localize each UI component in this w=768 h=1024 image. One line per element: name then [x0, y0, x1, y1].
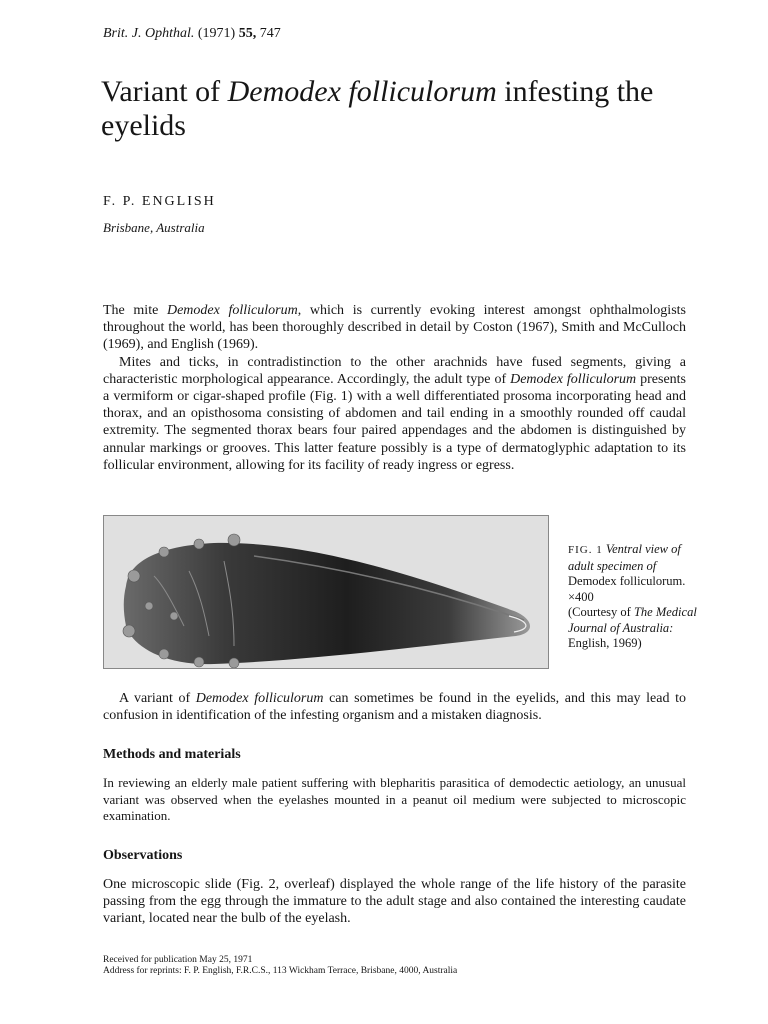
- intro-paragraph-1: [103, 302, 686, 354]
- observations-heading: Observations: [103, 848, 183, 863]
- text-run: English, 1969): [568, 636, 642, 650]
- figure-1-caption: [568, 542, 698, 652]
- figure-1-micrograph: [103, 515, 549, 669]
- text-run: The mite: [103, 303, 167, 318]
- figure-description: Ventral view of adult specimen of: [568, 542, 681, 573]
- journal-abbrev: Brit. J. Ophthal.: [103, 26, 195, 41]
- species-name: Demodex folliculorum: [510, 371, 637, 387]
- author-affiliation: Brisbane, Australia: [103, 220, 205, 235]
- text-run: (Courtesy of: [568, 605, 634, 619]
- species-name: Demodex folliculorum: [166, 303, 298, 318]
- text-run: can sometimes be found in the eyelids, and this may lead to confusion in identification of the infesting organism and a mistaken diagnosis.: [103, 691, 686, 724]
- intro-section: [103, 302, 686, 474]
- figure-label: FIG. 1: [568, 544, 603, 556]
- received-date: Received for publication May 25, 1971: [103, 955, 253, 965]
- methods-heading: Methods and materials: [103, 747, 241, 762]
- intro-paragraph-2: [103, 354, 686, 474]
- figure-magnification: ×400: [568, 589, 594, 604]
- journal-year: (1971): [197, 26, 236, 41]
- title-species: Demodex folliculorum: [227, 75, 497, 108]
- journal-page: 747: [259, 26, 281, 41]
- figure-species: Demodex folliculorum.: [568, 574, 686, 588]
- article-title: [101, 75, 701, 143]
- text-run: Mites and ticks, in contradistinction to the other arachnids have fused segments, giving a characteristic morphological appearance. Accordingly, the adult type of: [103, 354, 686, 387]
- mite-micrograph-image: [104, 516, 548, 668]
- title-part1: Variant of: [101, 75, 228, 108]
- text-run: , which is currently evoking interest amongst ophthalmologists throughout the world, has been thoroughly described in detail by Coston (1967), Smith and McCulloch (1969), and English (1969).: [103, 303, 686, 353]
- observations-paragraph: One microscopic slide (Fig. 2, overleaf) displayed the whole range of the life history of the parasite passing from the egg through the immature to the adult stage and also contained the interesting caudate variant, located near the bulb of the eyelash.: [103, 877, 686, 927]
- footnote: [103, 955, 703, 977]
- journal-citation: [103, 26, 281, 42]
- variant-paragraph: [103, 690, 686, 724]
- text-run: A variant of: [119, 691, 196, 706]
- credit-journal: The Medical Journal of Australia:: [568, 605, 697, 635]
- reprint-address: Address for reprints: F. P. English, F.R.C.S., 113 Wickham Terrace, Brisbane, 4000, Australia: [103, 966, 458, 976]
- methods-paragraph: In reviewing an elderly male patient suffering with blepharitis parasitica of demodectic aetiology, an unusual variant was observed when the eyelashes mounted in a peanut oil medium were subjected to microscopic examination.: [103, 775, 686, 823]
- species-name: Demodex folliculorum: [195, 691, 324, 706]
- title-part2: infesting the eyelids: [101, 75, 654, 142]
- figure-credit: [568, 605, 697, 650]
- journal-volume: 55,: [238, 26, 257, 41]
- paragraph: [103, 690, 686, 724]
- author-name: F. P. ENGLISH: [103, 194, 216, 209]
- text-run: presents a vermiform or cigar-shaped profile (Fig. 1) with a well differentiated prosoma incorporating head and thorax, and an opisthosoma consisting of abdomen and tail ending in a smoothly rounded off caudal extremity. The segmented thorax bears four paired appendages and the abdomen is distinguished by annular markings or grooves. This latter feature possibly is a type of dermatoglyphic adaptation to its follicular environment, allowing for its facility of ready ingress or egress.: [103, 371, 686, 473]
